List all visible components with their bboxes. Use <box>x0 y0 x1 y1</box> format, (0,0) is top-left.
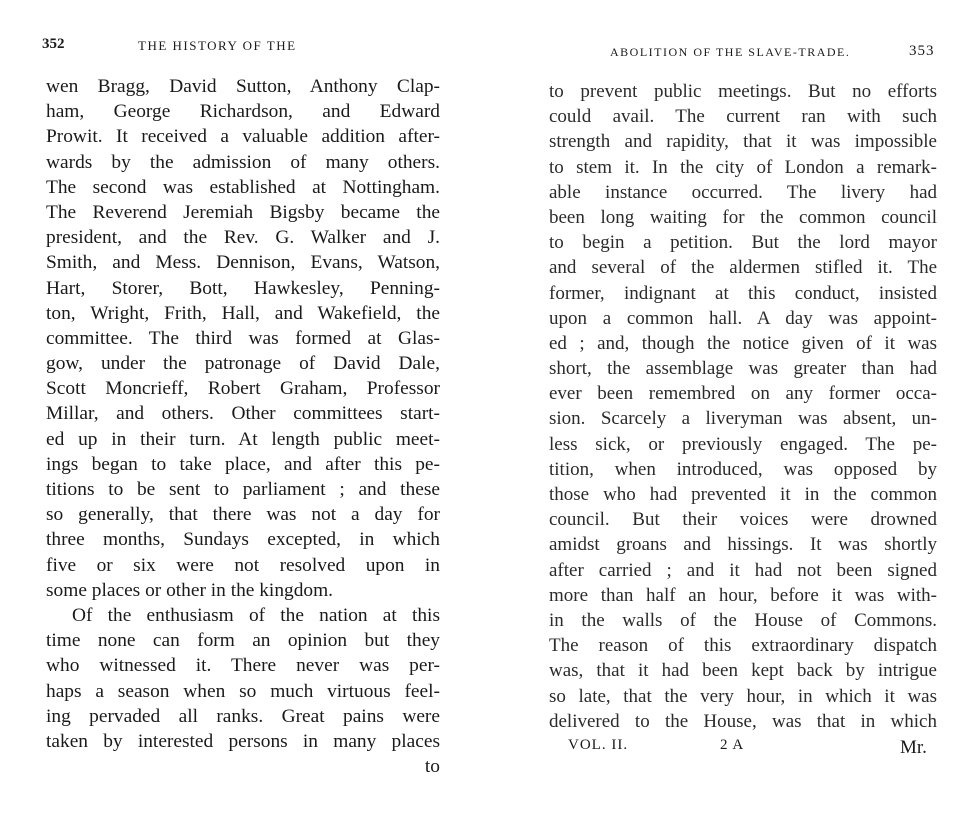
text-line: strength and rapidity, that it was impossible <box>549 131 937 153</box>
text-line: former, indignant at this conduct, insisted <box>549 282 937 304</box>
text-line: short, the assemblage was greater than had <box>549 358 937 380</box>
text-line: Millar, and others. Other committees start- <box>46 403 440 425</box>
text-line: ton, Wright, Frith, Hall, and Wakefield, the <box>46 302 440 324</box>
text-line: to begin a petition. But the lord mayor <box>549 232 937 254</box>
text-line: wards by the admission of many others. <box>46 151 440 173</box>
text-line: those who had prevented it in the common <box>549 484 937 505</box>
text-line: gow, under the patronage of David Dale, <box>46 353 440 375</box>
text-line: more than half an hour, before it was with- <box>549 584 937 606</box>
text-line: titions to be sent to parliament ; and these <box>46 479 440 500</box>
text-line: was, that it had been kept back by intrigue <box>549 660 937 682</box>
text-line: The Reverend Jeremiah Bigsby became the <box>46 201 440 223</box>
text-line: so late, that the very hour, in which it was <box>549 685 937 707</box>
text-line: five or six were not resolved upon in <box>46 554 440 576</box>
paragraph-first-line: Of the enthusiasm of the nation at this <box>72 604 440 626</box>
text-line: ham, George Richardson, and Edward <box>46 101 440 123</box>
text-line: less sick, or previously engaged. The pe- <box>549 433 937 455</box>
text-line: could avail. The current ran with such <box>549 106 937 128</box>
page-number: 352 <box>42 36 65 52</box>
text-line: so generally, that there was not a day for <box>46 504 440 526</box>
text-line: The reason of this extraordinary dispatch <box>549 635 937 657</box>
text-line: council. But their voices were drowned <box>549 509 937 531</box>
text-line: who witnessed it. There never was per- <box>46 655 440 677</box>
text-line: Hart, Storer, Bott, Hawkesley, Penning- <box>46 277 440 299</box>
text-line: haps a season when so much virtuous feel- <box>46 680 440 702</box>
text-line: tition, when introduced, was opposed by <box>549 458 937 480</box>
page-number: 353 <box>909 43 935 59</box>
signature-mark: 2 A <box>720 737 745 753</box>
text-line: been long waiting for the common council <box>549 206 937 228</box>
text-line: time none can form an opinion but they <box>46 630 440 652</box>
running-head: ABOLITION OF THE SLAVE-TRADE. <box>610 45 851 59</box>
text-line: able instance occurred. The livery had <box>549 181 937 203</box>
right-page <box>490 0 980 813</box>
text-line: upon a common hall. A day was appoint- <box>549 307 937 329</box>
catchword: to <box>424 756 440 778</box>
text-line: delivered to the House, was that in which <box>549 710 937 732</box>
text-line: three months, Sundays excepted, in which <box>46 529 440 551</box>
text-line: to prevent public meetings. But no efforts <box>549 81 937 102</box>
text-line: wen Bragg, David Sutton, Anthony Clap- <box>46 76 440 97</box>
text-line: committee. The third was formed at Glas- <box>46 327 440 349</box>
body-text <box>46 74 440 779</box>
text-line: taken by interested persons in many places <box>46 730 440 752</box>
text-line: sion. Scarcely a liveryman was absent, un- <box>549 408 937 430</box>
text-line: some places or other in the kingdom. <box>46 579 334 601</box>
text-line: after carried ; and it had not been signed <box>549 559 937 581</box>
text-line: ever been remembred on any former occa- <box>549 383 937 405</box>
text-line: in the walls of the House of Commons. <box>549 609 937 631</box>
text-line: ed up in their turn. At length public meet- <box>46 428 440 450</box>
text-line: ings began to take place, and after this pe- <box>46 453 440 475</box>
catchword: Mr. <box>900 737 927 758</box>
text-line: president, and the Rev. G. Walker and J. <box>46 227 440 249</box>
text-line: The second was established at Nottingham. <box>46 176 440 198</box>
text-line: Prowit. It received a valuable addition after- <box>46 126 440 148</box>
text-line: ed ; and, though the notice given of it was <box>549 332 937 354</box>
body-text <box>549 79 937 734</box>
text-line: Smith, and Mess. Dennison, Evans, Watson, <box>46 252 440 274</box>
text-line: to stem it. In the city of London a remark- <box>549 156 937 178</box>
running-head: THE HISTORY OF THE <box>138 38 297 53</box>
volume-signature: VOL. II. <box>568 737 629 753</box>
text-line: amidst groans and hissings. It was shortly <box>549 534 937 556</box>
text-line: and several of the aldermen stifled it. The <box>549 257 937 279</box>
text-line: Scott Moncrieff, Robert Graham, Professor <box>46 378 440 400</box>
text-line: ing pervaded all ranks. Great pains were <box>46 705 440 727</box>
